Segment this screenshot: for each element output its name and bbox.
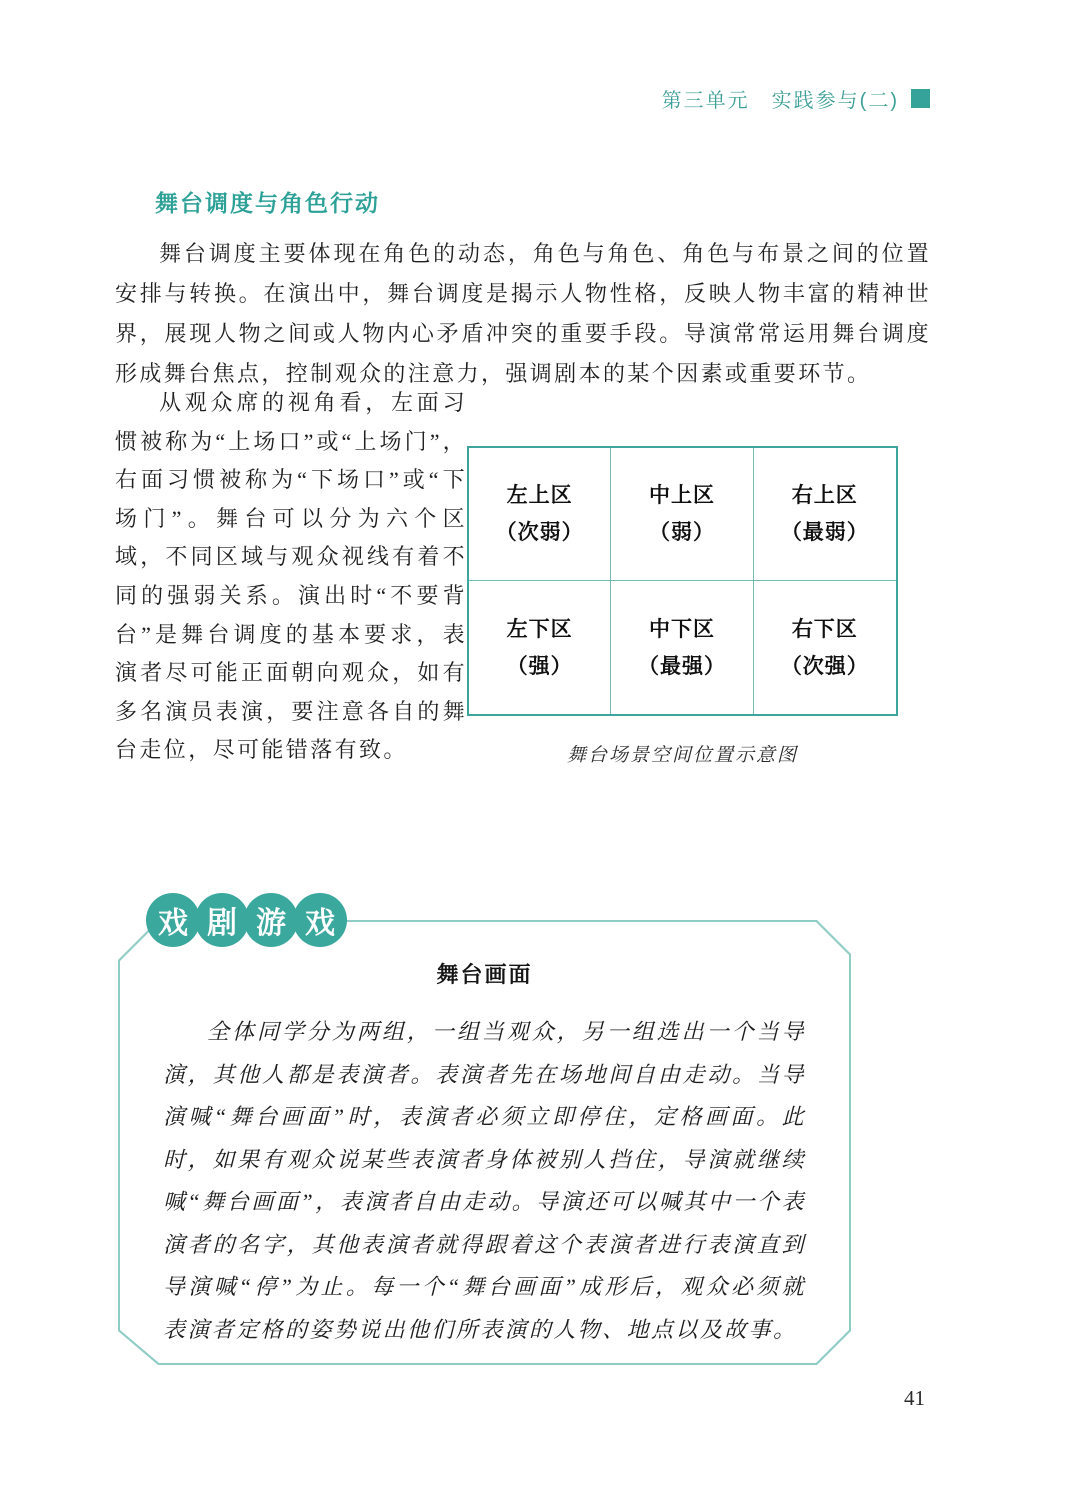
unit-label: 第三单元 实践参与(二) [661,90,899,112]
table-cell-upper-left [469,448,611,581]
drama-game-badge [146,893,342,947]
table-cell-lower-right [754,581,896,714]
zone-strength: （次强） [780,654,869,678]
zone-strength: （最强） [637,654,726,678]
table-cell-upper-center [611,448,753,581]
badge-circle-char: 戏 [146,893,200,947]
badge-circle-char: 剧 [195,893,249,947]
zone-name: 左下区 [506,617,573,641]
table-cell-lower-center [611,581,753,714]
zone-strength: （强） [506,654,573,678]
figure-caption: 舞台场景空间位置示意图 [566,745,798,766]
zone-name: 左上区 [506,484,573,507]
page-number: 41 [904,1386,925,1410]
table-cell-upper-right [754,448,896,581]
badge-circle-char: 游 [244,893,298,947]
badge-circle-char: 戏 [293,893,347,947]
zone-name: 中下区 [648,617,715,641]
zone-name: 右上区 [791,484,858,507]
zone-name: 右下区 [791,617,858,641]
stage-zones-table [467,446,898,716]
intro-paragraph: 舞台调度主要体现在角色的动态，角色与角色、角色与布景之间的位置安排与转换。在演出中，舞台调度是揭示人物性格，反映人物丰富的精神世界，展现人物之间或人物内心矛盾冲突的重要手段。导演常常运用舞台调度形成舞台焦点，控制观众的注意力，强调剧本的某个因素或重要环节。 [115,241,931,386]
game-title: 舞台画面 [436,962,533,987]
game-instructions: 全体同学分为两组，一组当观众，另一组选出一个当导演，其他人都是表演者。表演者先在场地间自由走动。当导演喊“舞台画面”时，表演者必须立即停住，定格画面。此时，如果有观众说某些表演者身体被别人挡住，导演就继续喊“舞台画面”，表演者自由走动。导演还可以喊其中一个表演者的名字，其他表演者就得跟着这个表演者进行表演直到导演喊“停”为止。每一个“舞台画面”成形后，观众必须就表演者定格的姿势说出他们所表演的人物、地点以及故事。 [163,1019,806,1342]
zone-strength: （最弱） [780,521,869,544]
zone-strength: （弱） [648,521,715,544]
game-content [118,920,851,1365]
table-cell-lower-left [469,581,611,714]
stage-zones-paragraph: 从观众席的视角看，左面习惯被称为“上场口”或“上场门”，右面习惯被称为“下场口”或“下场门”。舞台可以分为六个区域，不同区域与观众视线有着不同的强弱关系。演出时“不要背台”是舞台调度的基本要求，表演者尽可能正面朝向观众，如有多名演员表演，要注意各自的舞台走位，尽可能错落有致。 [115,390,467,763]
zone-name: 中上区 [648,484,715,507]
two-column-section [115,384,931,770]
section-title: 舞台调度与角色行动 [155,190,380,217]
stage-zones-figure [467,384,931,770]
zone-strength: （次弱） [495,521,584,544]
drama-game-box [118,907,851,1365]
running-head [662,84,930,113]
unit-marker-square-icon [911,89,930,108]
